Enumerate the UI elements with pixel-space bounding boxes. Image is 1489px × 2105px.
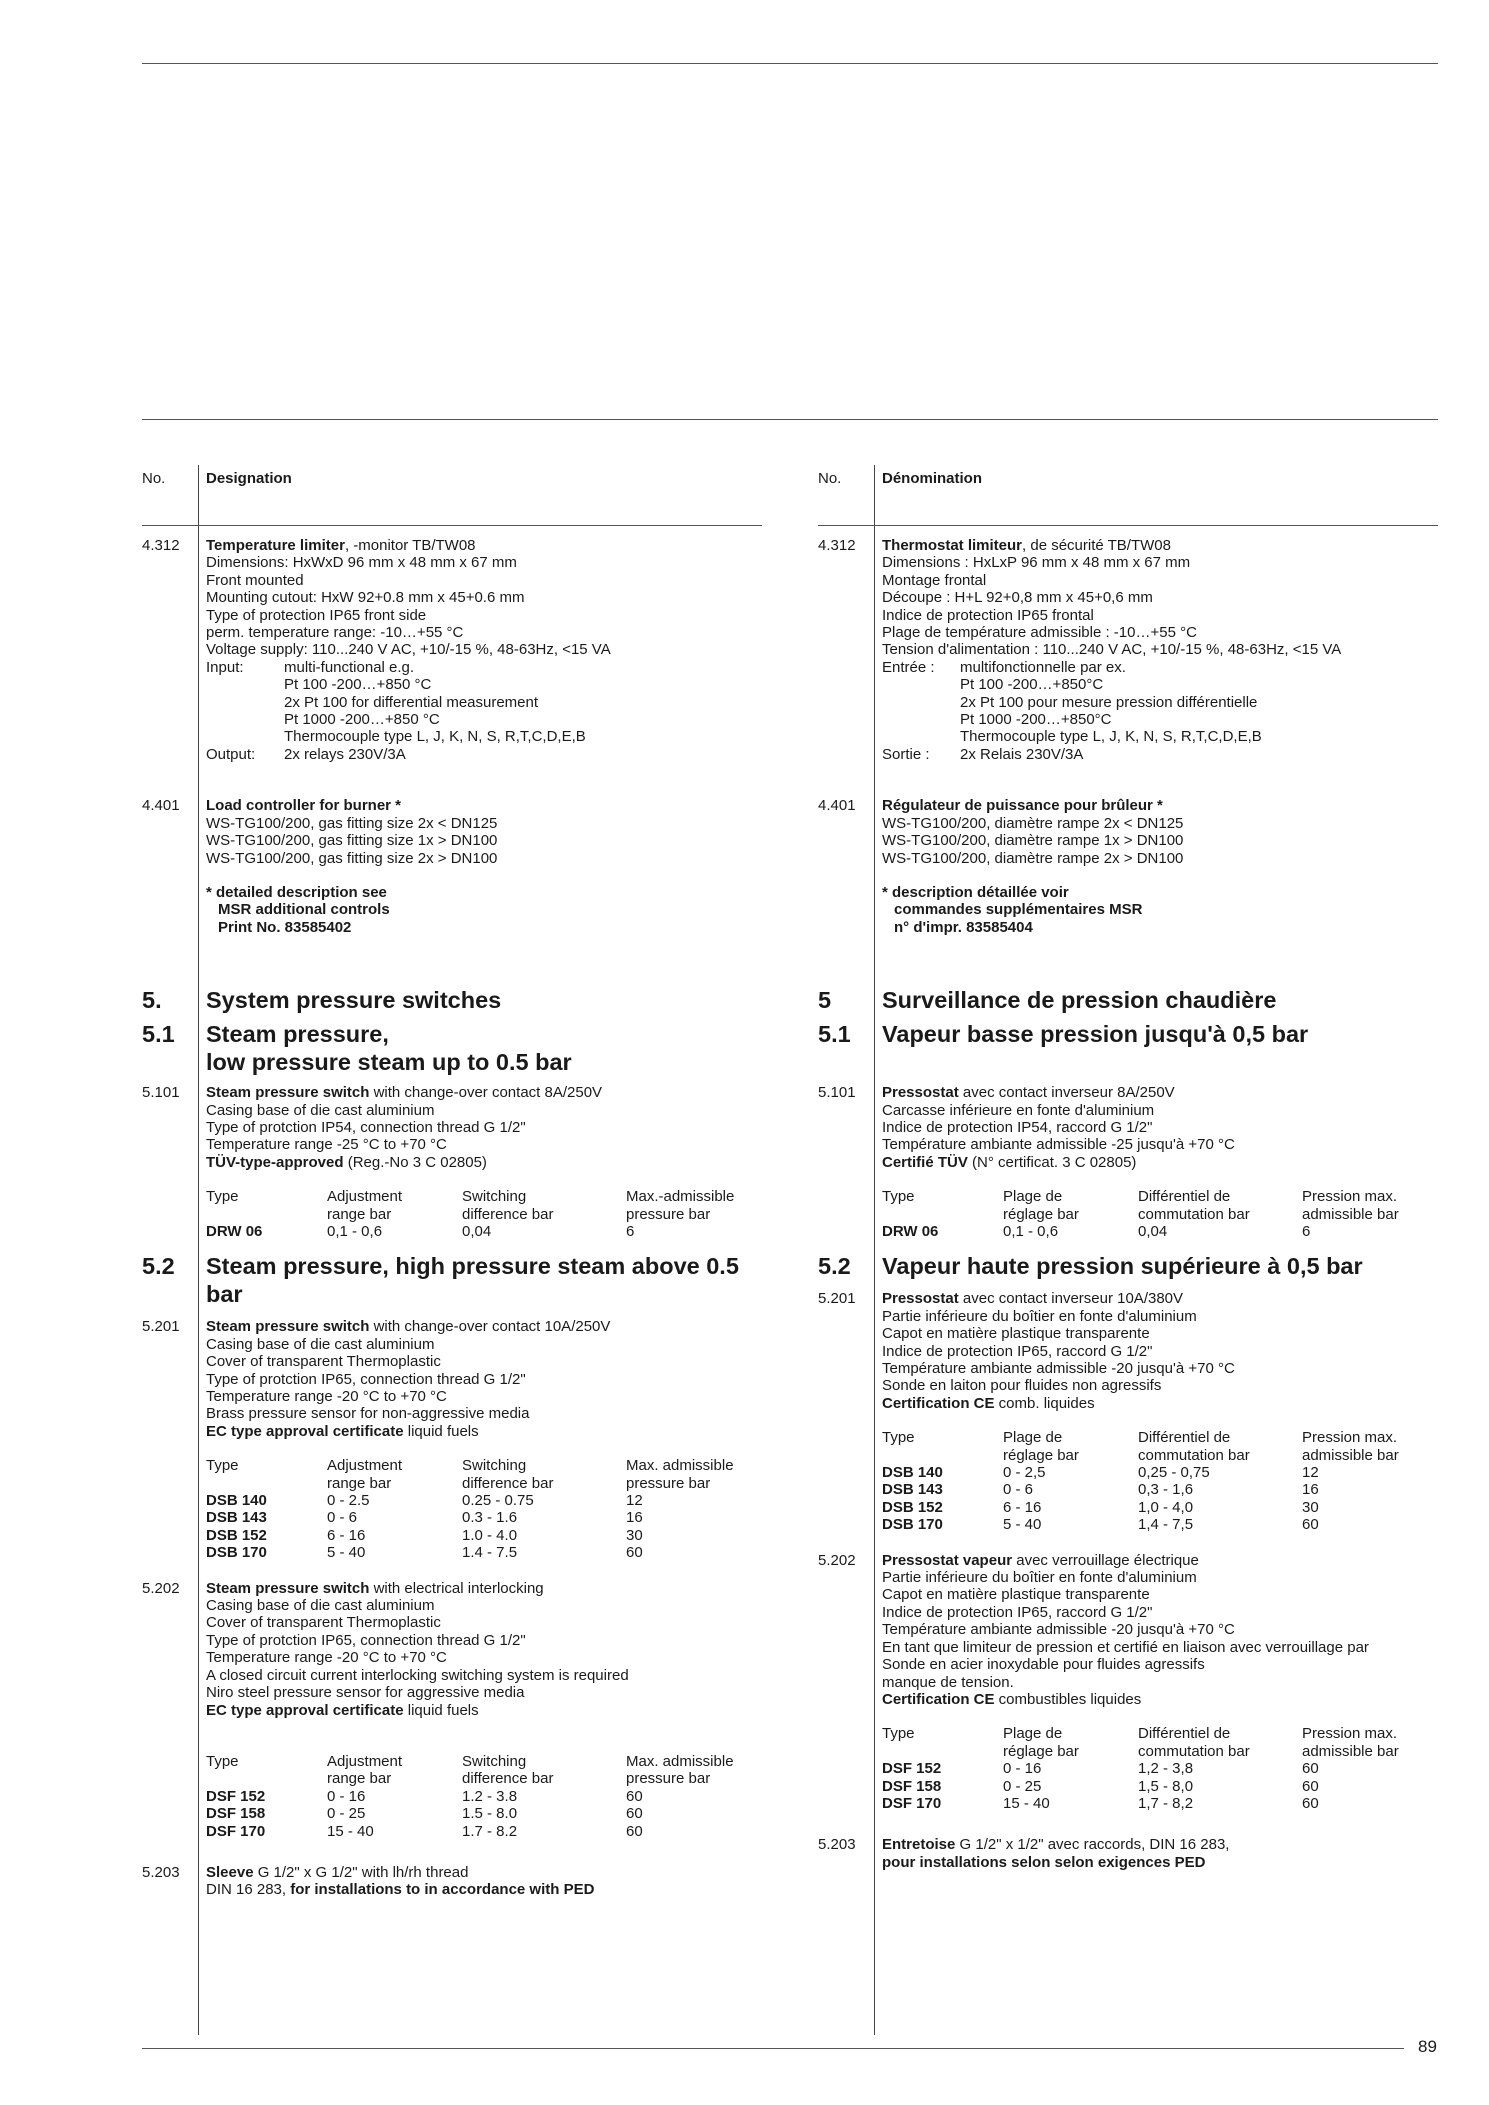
input-line: Pt 100 -200…+850 °C [284,676,432,694]
entry-number: 5.202 [818,1551,856,1569]
col-header-switching: Switching difference bar [462,1752,554,1788]
table-row: DSB 152 6 - 16 1.0 - 4.0 30 [206,1526,643,1544]
spec-line: Sonde en acier inoxydable pour fluides agressifs [882,1656,1205,1674]
entry-title: Entretoise [882,1836,956,1854]
spec-line: Cover of transparent Thermoplastic [206,1353,441,1371]
french-column [818,465,1438,1871]
input-line: 2x Pt 100 for differential measurement [284,693,539,711]
cell-max-pressure: 6 [626,1222,635,1240]
column-header [142,465,762,525]
col-header-switching: Switching difference bar [462,1457,554,1492]
table-row: DSB 170 5 - 40 1.4 - 7.5 60 [206,1544,643,1562]
col-header-type: Type [206,1188,239,1206]
spec-line: Sonde en laiton pour fluides non agressifs [882,1377,1162,1395]
spec-line: WS-TG100/200, gas fitting size 2x > DN100 [206,849,498,867]
col-header-max-pressure: Pression max. admissible bar [1302,1725,1399,1760]
spec-line: perm. temperature range: -10…+55 °C [206,624,464,642]
english-column [142,465,762,1899]
spec-table-5101 [882,1188,1399,1240]
spec-line: WS-TG100/200, diamètre rampe 2x < DN125 [882,814,1184,832]
section-number: 5.1 [818,1021,851,1048]
col-header-switching: Différentiel de commutation bar [1138,1188,1250,1223]
input-line: Pt 1000 -200…+850 °C [284,711,440,729]
spec-line: WS-TG100/200, gas fitting size 1x > DN100 [206,832,498,850]
entry-4312 [818,537,1438,763]
section-5-heading [818,986,1438,1014]
entry-title: Régulateur de puissance pour brûleur * [882,797,1163,815]
section-title: Surveillance de pression chaudière [882,987,1277,1014]
spec-table-5201 [882,1429,1399,1533]
input-label: Entrée : [882,658,935,676]
entry-number: 5.202 [142,1579,180,1597]
entry-number: 4.401 [142,797,180,815]
table-row: DSB 143 0 - 6 0.3 - 1.6 16 [206,1509,643,1527]
input-line: Thermocouple type L, J, K, N, S, R,T,C,D,E,B [960,728,1262,746]
entry-number: 5.201 [142,1318,180,1336]
table-row [206,1223,734,1240]
input-line: 2x Pt 100 pour mesure pression différentielle [960,693,1258,711]
spec-line: WS-TG100/200, diamètre rampe 1x > DN100 [882,832,1184,850]
entry-number: 5.203 [818,1836,856,1854]
cell-type: DRW 06 [206,1222,263,1240]
spec-line: Capot en matière plastique transparente [882,1586,1150,1604]
spec-line: Dimensions : HxLxP 96 mm x 48 mm x 67 mm [882,554,1191,572]
col-header-max-pressure: Max. admissible pressure bar [626,1752,734,1788]
input-line: Pt 100 -200…+850°C [960,676,1104,694]
spec-line: WS-TG100/200, diamètre rampe 2x > DN100 [882,849,1184,867]
entry-number: 5.203 [142,1863,180,1881]
col-header-adjustment: Plage de réglage bar [1003,1429,1079,1464]
header-no: No. [142,470,166,487]
entry-5203 [142,1864,762,1899]
table-row: DSB 140 0 - 2.5 0.25 - 0.75 12 [206,1492,643,1510]
spec-line: Indice de protection IP65 frontal [882,606,1094,624]
table-row: DSB 143 0 - 6 0,3 - 1,6 16 [882,1481,1319,1499]
col-header-max-pressure: Pression max. admissible bar [1302,1429,1399,1464]
entry-number: 5.101 [818,1084,856,1102]
spec-line: Front mounted [206,571,304,589]
col-header-max-pressure: Pression max. admissible bar [1302,1188,1399,1223]
section-title: Steam pressure, [206,1021,389,1048]
entry-number: 4.312 [142,537,180,554]
entry-title-rest: with electrical interlocking [369,1579,544,1597]
table-header-row [882,1188,1399,1223]
column-header [818,465,1438,525]
section-number: 5.2 [142,1253,175,1280]
certificate-detail: liquid fuels [403,1701,479,1719]
entry-4401 [818,797,1438,936]
col-header-type: Type [882,1429,915,1447]
table-row: DRW 06 0,1 - 0,6 0,04 6 [882,1222,1311,1240]
column-body [818,537,1438,1871]
spec-line: Mounting cutout: HxW 92+0.8 mm x 45+0.6 mm [206,589,525,607]
table-row: DSF 170 15 - 40 1,7 - 8,2 60 [882,1794,1319,1812]
section-5-1-heading [142,1020,762,1076]
certificate-detail: combustibles liquides [994,1690,1142,1708]
col-header-type: Type [882,1725,915,1743]
certificate-label: Certification CE [882,1690,995,1708]
spec-table-5202 [206,1753,734,1840]
table-row: DSF 158 0 - 25 1,5 - 8,0 60 [882,1777,1319,1795]
content-top-rule [142,419,1438,420]
spec-line: manque de tension. [882,1673,1014,1691]
input-line: multi-functional e.g. [284,658,415,676]
ped-note: for installations to in accordance with PED [290,1881,595,1899]
cell-adjustment: 0,1 - 0,6 [327,1222,383,1240]
col-header-adjustment: Plage de réglage bar [1003,1188,1079,1223]
input-line: multifonctionnelle par ex. [960,658,1126,676]
spec-line: Indice de protection IP65, raccord G 1/2" [882,1342,1153,1360]
spec-line: Tension d'alimentation : 110...240 V AC, +10/-15 %, 48-63Hz, <15 VA [882,641,1342,659]
page-number: 89 [1418,2037,1437,2056]
top-rule [142,63,1438,64]
input-line: Pt 1000 -200…+850°C [960,711,1112,729]
section-5-2-heading [818,1252,1438,1280]
spec-table-5202 [882,1725,1399,1812]
spec-line: Niro steel pressure sensor for aggressive media [206,1684,525,1702]
output-label: Output: [206,745,256,763]
table-header-row [206,1753,734,1788]
spec-line: Cover of transparent Thermoplastic [206,1614,441,1632]
spec-line: Indice de protection IP65, raccord G 1/2" [882,1603,1153,1621]
entry-title: Temperature limiter [206,537,345,554]
section-5-heading [142,986,762,1014]
spec-line: Temperature range -25 °C to +70 °C [206,1136,447,1154]
output-value: 2x relays 230V/3A [284,745,406,763]
spec-line: En tant que limiteur de pression et certifié en liaison avec verrouillage par [882,1638,1369,1656]
entry-number: 4.401 [818,797,856,815]
table-row: DSF 158 0 - 25 1.5 - 8.0 60 [206,1805,643,1823]
section-5-2-heading [142,1252,762,1308]
spec-line: Temperature range -20 °C to +70 °C [206,1388,447,1405]
spec-line: Découpe : H+L 92+0,8 mm x 45+0,6 mm [882,589,1153,607]
entry-5202 [818,1552,1438,1709]
table-header-row [206,1188,734,1223]
entry-5201 [142,1318,762,1440]
table-row: DSB 170 5 - 40 1,4 - 7,5 60 [882,1516,1319,1534]
column-body [142,537,762,1899]
section-title: System pressure switches [206,987,502,1014]
section-number: 5.2 [818,1253,851,1280]
entry-title-rest: , -monitor TB/TW08 [344,537,476,554]
entry-5101 [142,1084,762,1171]
section-5-1-heading [818,1020,1438,1048]
certificate-detail: liquid fuels [403,1422,479,1440]
footnote-line: * description détaillée voir [882,883,1069,901]
col-header-type: Type [206,1752,239,1770]
approval-label: Certifié TÜV [882,1153,968,1171]
header-no: No. [818,470,842,487]
spec-line: WS-TG100/200, gas fitting size 2x < DN125 [206,814,498,832]
spec-line: Carcasse inférieure en fonte d'aluminium [882,1101,1155,1119]
entry-4401 [142,797,762,936]
entry-number: 4.312 [818,537,856,554]
entry-title-rest: with change-over contact 10A/250V [369,1318,611,1336]
section-title: Vapeur basse pression jusqu'à 0,5 bar [882,1021,1309,1048]
col-header-switching: Différentiel de commutation bar [1138,1725,1250,1760]
spec-line: Type of protction IP65, connection thread G 1/2" [206,1370,526,1388]
certificate-detail: comb. liquides [994,1394,1095,1412]
approval-label: TÜV-type-approved [206,1153,344,1171]
spec-line: Partie inférieure du boîtier en fonte d'aluminium [882,1569,1197,1587]
entry-title-rest: G 1/2" x G 1/2" with lh/rh thread [253,1863,469,1881]
table-header-row [882,1725,1399,1760]
entry-title-rest: avec contact inverseur 10A/380V [958,1290,1184,1308]
ped-note: pour installations selon selon exigences PED [882,1853,1206,1871]
col-header-max-pressure: Max. admissible pressure bar [626,1457,734,1492]
output-value: 2x Relais 230V/3A [960,745,1084,763]
spec-line: Température ambiante admissible -25 jusqu'à +70 °C [882,1136,1235,1154]
entry-number: 5.201 [818,1290,856,1308]
spec-table-5101 [206,1188,734,1240]
spec-line: Type of protction IP54, connection thread G 1/2" [206,1118,526,1136]
input-label: Input: [206,658,244,676]
section-title-line2: low pressure steam up to 0.5 bar [206,1049,572,1076]
col-header-type: Type [206,1457,239,1475]
spec-line: Capot en matière plastique transparente [882,1325,1150,1343]
entry-number: 5.101 [142,1084,180,1102]
entry-title-rest: G 1/2" x 1/2" avec raccords, DIN 16 283, [955,1836,1230,1854]
section-number: 5.1 [142,1021,175,1048]
col-header-adjustment: Adjustment range bar [327,1752,403,1788]
spec-line: Brass pressure sensor for non-aggressive media [206,1405,530,1423]
table-row: DSF 170 15 - 40 1.7 - 8.2 60 [206,1822,643,1840]
entry-title: Pressostat [882,1290,959,1308]
spec-line: Partie inférieure du boîtier en fonte d'aluminium [882,1307,1197,1325]
col-header-switching: Switching difference bar [462,1188,554,1223]
footnote-line: commandes supplémentaires MSR [894,901,1143,919]
header-rule [818,525,1438,526]
table-header-row [206,1457,734,1492]
certificate-label: Certification CE [882,1394,995,1412]
section-number: 5 [818,987,832,1014]
certificate-label: EC type approval certificate [206,1422,404,1440]
header-designation: Designation [206,470,292,487]
entry-5101 [818,1084,1438,1171]
spec-line: Voltage supply: 110...240 V AC, +10/-15 %, 48-63Hz, <15 VA [206,641,611,659]
entry-title-rest: with change-over contact 8A/250V [369,1084,603,1102]
entry-5202 [142,1580,762,1719]
cell-switching: 0,04 [462,1222,492,1240]
input-line: Thermocouple type L, J, K, N, S, R,T,C,D,E,B [284,728,586,746]
approval-detail: (Reg.-No 3 C 02805) [343,1153,487,1171]
spec-line: Température ambiante admissible -20 jusqu'à +70 °C [882,1360,1235,1377]
spec-line: Temperature range -20 °C to +70 °C [206,1649,447,1667]
entry-title: Pressostat [882,1084,959,1102]
entry-title: Steam pressure switch [206,1318,370,1336]
spec-line: Dimensions: HxWxD 96 mm x 48 mm x 67 mm [206,554,517,572]
col-header-adjustment: Plage de réglage bar [1003,1725,1079,1760]
entry-5203 [818,1836,1438,1871]
entry-title: Thermostat limiteur [882,537,1023,554]
col-header-max-pressure: Max.-admissible pressure bar [626,1188,735,1223]
footnote-line: MSR additional controls [218,901,390,919]
table-row: DSB 140 0 - 2,5 0,25 - 0,75 12 [882,1464,1319,1482]
col-header-adjustment: Adjustment range bar [327,1457,403,1492]
entry-title: Pressostat vapeur [882,1551,1013,1569]
table-row: DSF 152 0 - 16 1.2 - 3.8 60 [206,1787,643,1805]
section-title: Vapeur haute pression supérieure à 0,5 bar [882,1253,1363,1280]
entry-title: Load controller for burner * [206,797,402,815]
spec-line: Type of protection IP65 front side [206,606,427,624]
entry-title: Steam pressure switch [206,1084,370,1102]
approval-detail: (N° certificat. 3 C 02805) [967,1153,1137,1171]
section-number: 5. [142,987,162,1014]
spec-line: DIN 16 283, [206,1881,291,1899]
col-header-type: Type [882,1188,915,1206]
spec-line: Casing base of die cast aluminium [206,1101,435,1119]
output-label: Sortie : [882,745,930,763]
spec-line: Température ambiante admissible -20 jusqu'à +70 °C [882,1621,1235,1639]
entry-title-rest: avec contact inverseur 8A/250V [958,1084,1175,1102]
spec-line: Casing base of die cast aluminium [206,1597,435,1615]
spec-line: Indice de protection IP54, raccord G 1/2" [882,1118,1153,1136]
table-row: DSB 152 6 - 16 1,0 - 4,0 30 [882,1498,1319,1516]
table-row: DSF 152 0 - 16 1,2 - 3,8 60 [882,1760,1319,1778]
footer-rule [142,2048,1404,2049]
section-title: Steam pressure, high pressure steam above 0.5 bar [206,1253,739,1308]
footnote-line: * detailed description see [206,883,387,901]
spec-line: Montage frontal [882,571,987,589]
spec-line: A closed circuit current interlocking switching system is required [206,1666,629,1684]
col-header-adjustment: Adjustment range bar [327,1188,403,1223]
entry-title-rest: , de sécurité TB/TW08 [1022,537,1171,554]
entry-title-rest: avec verrouillage électrique [1012,1551,1199,1569]
header-designation: Dénomination [882,470,982,487]
entry-title: Steam pressure switch [206,1579,370,1597]
footnote-line: Print No. 83585402 [218,918,352,936]
spec-line: Plage de température admissible : -10…+55 °C [882,624,1197,642]
entry-4312 [142,537,762,763]
spec-line: Type of protction IP65, connection thread G 1/2" [206,1631,526,1649]
entry-5201 [818,1290,1438,1412]
spec-table-5201 [206,1457,734,1561]
col-header-switching: Différentiel de commutation bar [1138,1429,1250,1464]
header-rule [142,525,762,526]
certificate-label: EC type approval certificate [206,1701,404,1719]
footnote-line: n° d'impr. 83585404 [894,918,1033,936]
table-header-row [882,1429,1399,1464]
entry-title: Sleeve [206,1863,254,1881]
spec-line: Casing base of die cast aluminium [206,1335,435,1353]
